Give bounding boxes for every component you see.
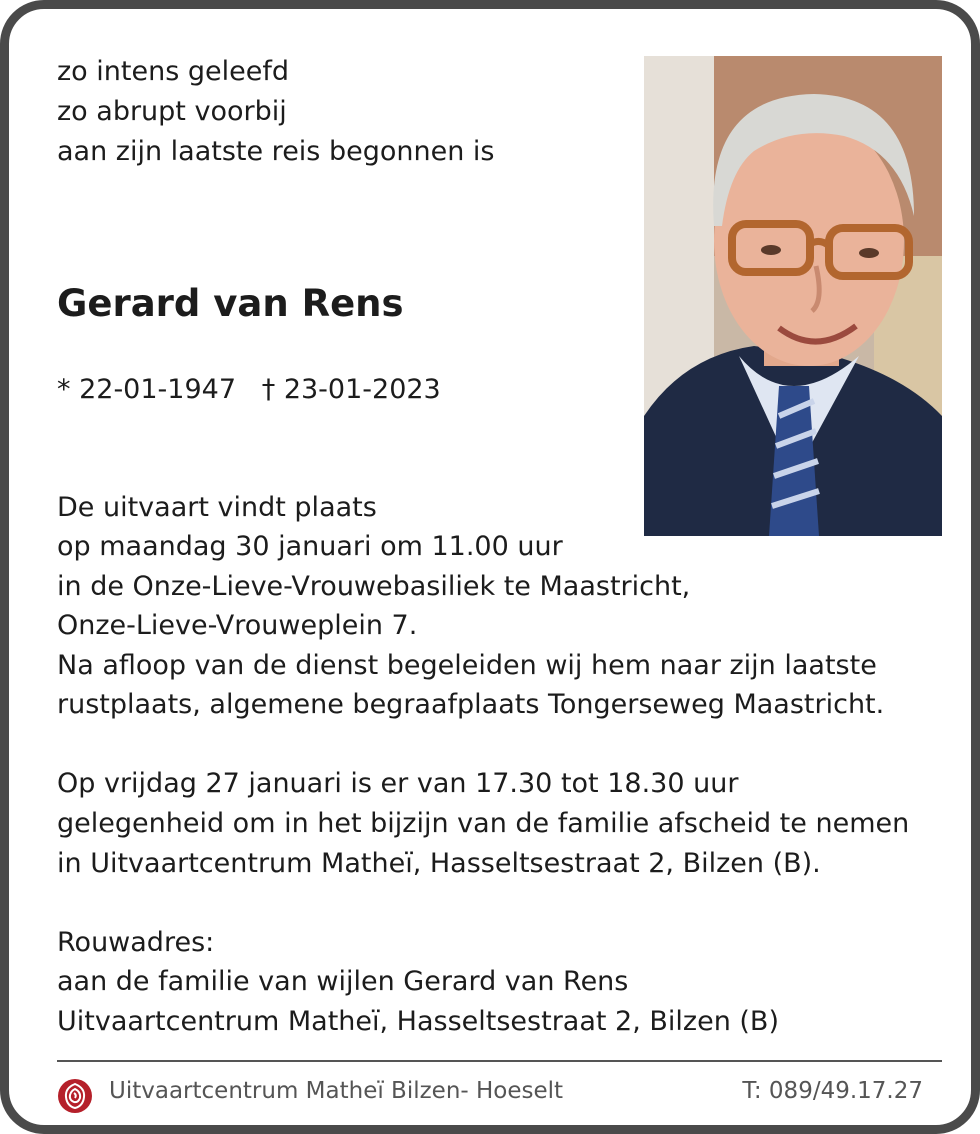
funeral-line-1: De uitvaart vindt plaats <box>57 492 377 523</box>
mourning-address-heading: Rouwadres: <box>57 927 215 958</box>
funeral-line-6: rustplaats, algemene begraafplaats Tongerseweg Maastricht. <box>57 689 885 720</box>
life-dates: * 22-01-1947 † 23-01-2023 <box>57 374 441 405</box>
funeral-line-3: in de Onze-Lieve-Vrouwebasiliek te Maastricht, <box>57 571 691 602</box>
rose-logo-icon <box>57 1078 93 1114</box>
footer-company-name: Uitvaartcentrum Matheï Bilzen- Hoeselt <box>109 1078 564 1104</box>
funeral-line-4: Onze-Lieve-Vrouweplein 7. <box>57 610 418 641</box>
footer-divider <box>57 1060 942 1062</box>
funeral-line-5: Na afloop van de dienst begeleiden wij hem naar zijn laatste <box>57 650 877 681</box>
deceased-name: Gerard van Rens <box>57 282 404 325</box>
mourning-address-line-1: aan de familie van wijlen Gerard van Rens <box>57 966 629 997</box>
footer-phone: T: 089/49.17.27 <box>742 1078 923 1104</box>
farewell-line-3: in Uitvaartcentrum Matheï, Hasseltsestraat 2, Bilzen (B). <box>57 848 821 879</box>
mourning-address-line-2: Uitvaartcentrum Matheï, Hasseltsestraat 2, Bilzen (B) <box>57 1006 779 1037</box>
poem-line-3: aan zijn laatste reis begonnen is <box>57 136 495 167</box>
funeral-line-2: op maandag 30 januari om 11.00 uur <box>57 531 563 562</box>
farewell-line-1: Op vrijdag 27 januari is er van 17.30 tot 18.30 uur <box>57 768 739 799</box>
portrait-photo <box>644 56 942 536</box>
poem-line-1: zo intens geleefd <box>57 56 289 87</box>
poem-line-2: zo abrupt voorbij <box>57 96 287 127</box>
farewell-line-2: gelegenheid om in het bijzijn van de familie afscheid te nemen <box>57 808 910 839</box>
